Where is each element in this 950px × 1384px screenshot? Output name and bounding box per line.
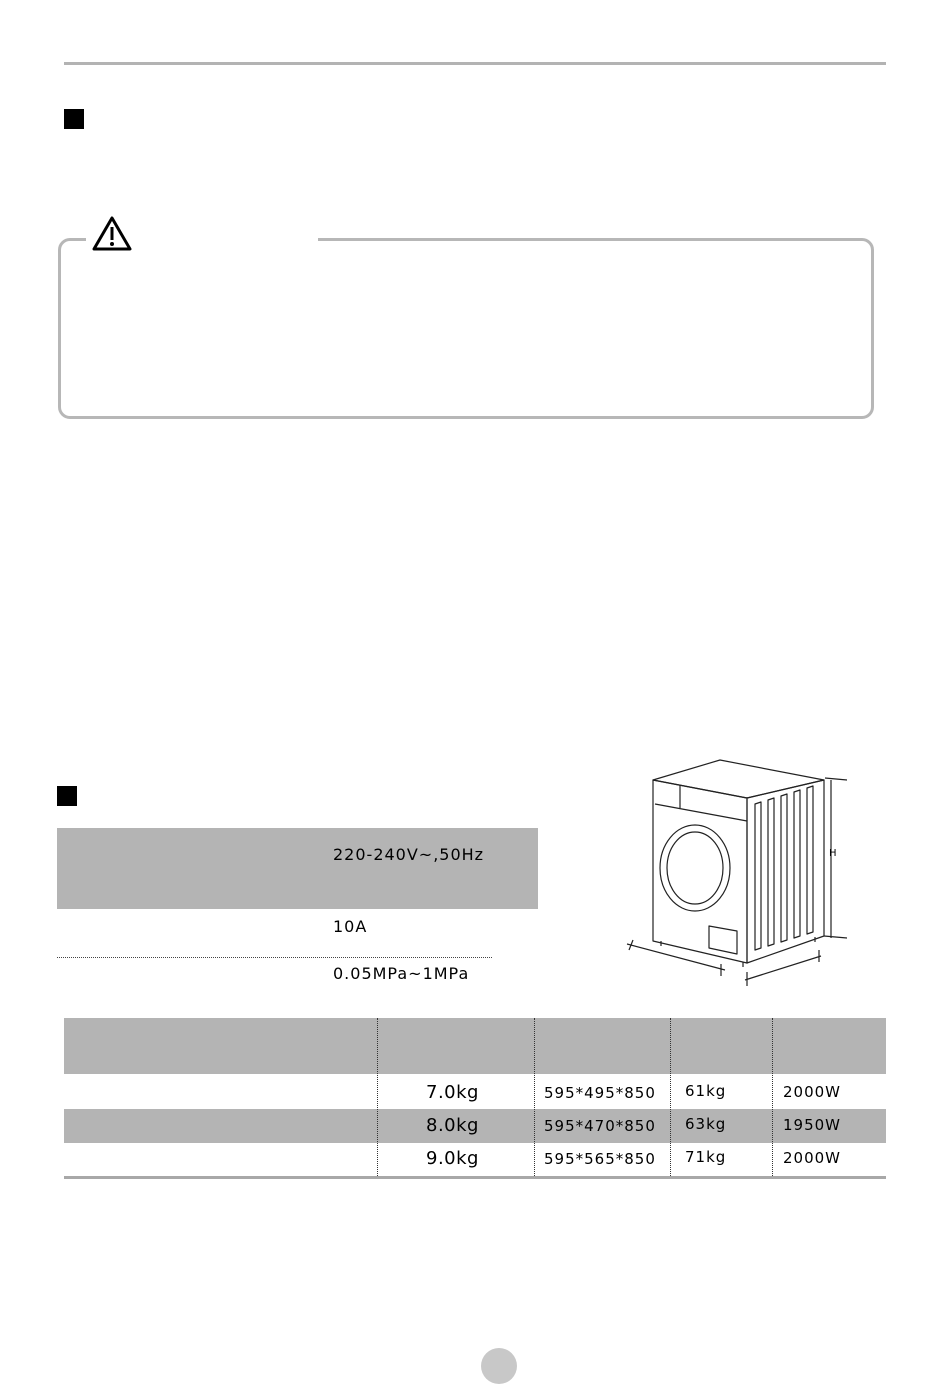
model-power-cell: 2000W (783, 1083, 842, 1101)
spec-power-supply-value: 220-240V~,50Hz (333, 845, 485, 864)
model-table-bottom-rule (64, 1176, 886, 1179)
spec-water-pressure-value: 0.05MPa~1MPa (333, 964, 470, 983)
height-label: H (829, 848, 837, 859)
model-weight-cell: 71kg (685, 1148, 727, 1166)
model-dimensions-cell: 595*470*850 (544, 1117, 656, 1135)
model-power-cell: 1950W (783, 1116, 842, 1134)
header-rule (64, 62, 886, 65)
warning-triangle-icon (92, 216, 132, 252)
model-table-col-divider (670, 1018, 671, 1176)
section-marker-square-icon (57, 786, 77, 806)
model-capacity-cell: 9.0kg (426, 1148, 479, 1169)
model-capacity-cell: 8.0kg (426, 1115, 479, 1136)
warning-box (58, 238, 874, 419)
model-table-header (64, 1018, 886, 1074)
model-table-col-divider (377, 1018, 378, 1176)
model-capacity-cell: 7.0kg (426, 1082, 479, 1103)
model-dimensions-cell: 595*495*850 (544, 1084, 656, 1102)
spec-row-band (57, 828, 538, 909)
model-weight-cell: 61kg (685, 1082, 727, 1100)
page-number-circle (481, 1348, 517, 1384)
model-dimensions-cell: 595*565*850 (544, 1150, 656, 1168)
model-table-col-divider (772, 1018, 773, 1176)
model-weight-cell: 63kg (685, 1115, 727, 1133)
spec-current-value: 10A (333, 917, 368, 936)
model-power-cell: 2000W (783, 1149, 842, 1167)
model-table-col-divider (534, 1018, 535, 1176)
washing-machine-dimension-diagram (625, 758, 853, 986)
section-marker-square-icon (64, 109, 84, 129)
spec-row-divider (57, 957, 492, 958)
